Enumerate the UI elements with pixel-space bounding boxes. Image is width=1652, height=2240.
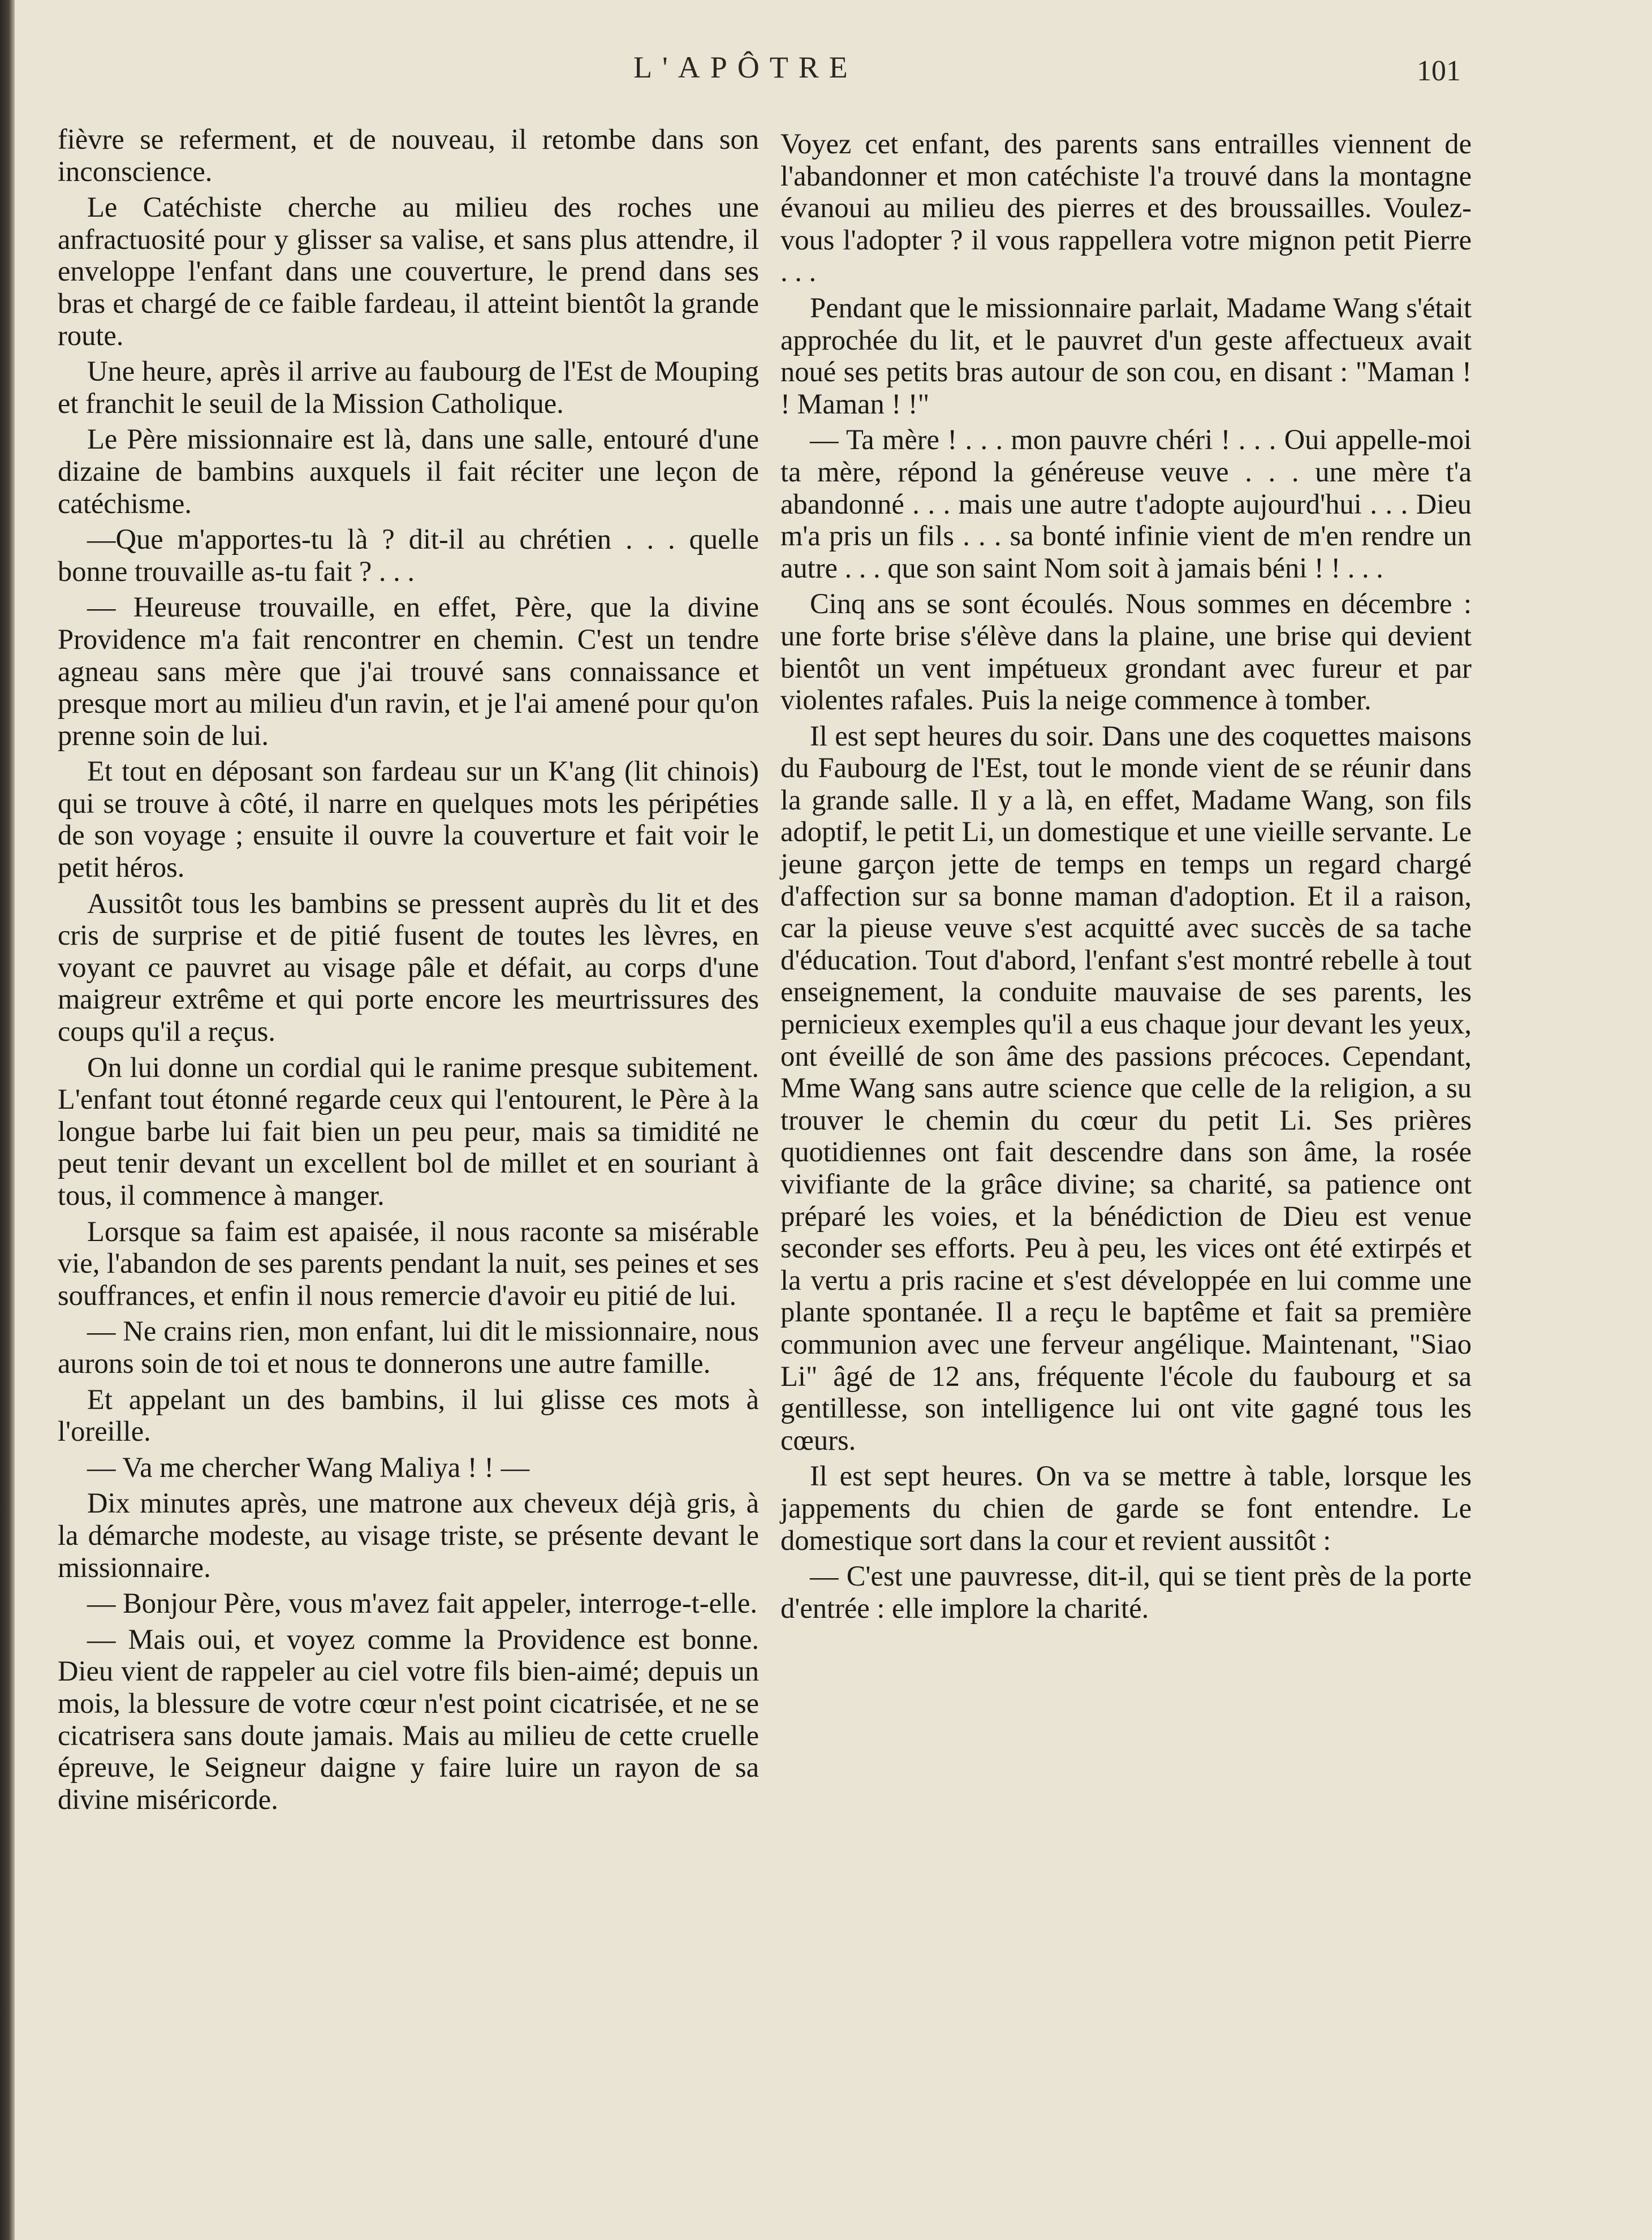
paragraph: Pendant que le missionnaire parlait, Madame Wang s'était approchée du lit, et le pauvret d'un geste affectueux avait noué ses petits bras autour de son cou, en disant : "Maman ! ! Maman ! !"	[780, 291, 1472, 420]
paragraph: On lui donne un cordial qui le ranime presque subitement. L'enfant tout étonné regarde ceux qui l'entourent, le Père à la longue barbe lui fait bien un peu peur, mais sa timidité ne peut tenir devant un excellent bol de millet et en souriant à tous, il commence à manger.	[58, 1051, 759, 1211]
paragraph: — Heureuse trouvaille, en effet, Père, que la divine Providence m'a fait rencontrer en chemin. C'est un tendre agneau sans mère que j'ai trouvé sans connaissance et presque mort au milieu d'un ravin, et je l'ai amené pour qu'on prenne soin de lui.	[58, 591, 759, 751]
page-number: 101	[1417, 55, 1461, 87]
paragraph: — Ne crains rien, mon enfant, lui dit le missionnaire, nous aurons soin de toi et nous te donnerons une autre famille.	[58, 1315, 759, 1379]
paragraph: —Que m'apportes-tu là ? dit-il au chrétien . . . quelle bonne trouvaille as-tu fait ? . . .	[58, 523, 759, 587]
binding-gutter	[0, 0, 15, 2240]
paragraph: Aussitôt tous les bambins se pressent auprès du lit et des cris de surprise et de pitié fusent de toutes les lèvres, en voyant ce pauvret au visage pâle et défait, au corps d'une maigreur extrême et qui porte encore les meurtrissures des coups qu'il a reçus.	[58, 887, 759, 1048]
paragraph: Et tout en déposant son fardeau sur un K'ang (lit chinois) qui se trouve à côté, il narre en quelques mots les péripéties de son voyage ; ensuite il ouvre la couverture et fait voir le petit héros.	[58, 755, 759, 884]
paragraph: — Ta mère ! . . . mon pauvre chéri ! . . . Oui appelle-moi ta mère, répond la généreuse veuve . . . une mère t'a abandonné . . . mais une autre t'adopte aujourd'hui . . . Dieu m'a pris un fils . . . sa bonté infinie vient de m'en rendre un autre . . . que son saint Nom soit à jamais béni ! ! . . .	[780, 424, 1472, 584]
left-column	[58, 123, 759, 1819]
paragraph: Et appelant un des bambins, il lui glisse ces mots à l'oreille.	[58, 1383, 759, 1448]
paragraph: fièvre se referment, et de nouveau, il retombe dans son inconscience.	[58, 123, 759, 187]
right-column	[780, 128, 1472, 1628]
paragraph: Il est sept heures du soir. Dans une des coquettes maisons du Faubourg de l'Est, tout le monde vient de se réunir dans la grande salle. Il y a là, en effet, Madame Wang, son fils adoptif, le petit Li, un domestique et une vieille servante. Le jeune garçon jette de temps en temps un regard chargé d'affection sur sa bonne maman d'adoption. Et il a raison, car la pieuse veuve s'est acquitté avec succès de sa tache d'éducation. Tout d'abord, l'enfant s'est montré rebelle à tout enseignement, la conduite mauvaise de ses parents, les pernicieux exemples qu'il a eus chaque jour devant les yeux, ont éveillé de son âme des passions précoces. Cependant, Mme Wang sans autre science que celle de la religion, a su trouver le chemin du cœur du petit Li. Ses prières quotidiennes ont fait descendre dans son âme, la rosée vivifiante de la grâce divine; sa charité, sa patience ont préparé les voies, et la bénédiction de Dieu est venue seconder ses efforts. Peu à peu, les vices ont été extirpés et la vertu a pris racine et s'est développée en lui comme une plante spontanée. Il a reçu le baptême et fait sa première communion avec une ferveur angélique. Maintenant, "Siao Li" âgé de 12 ans, fréquente l'école du faubourg et sa gentillesse, son intelligence lui ont vite gagné tous les cœurs.	[780, 720, 1472, 1456]
paragraph: — Mais oui, et voyez comme la Providence est bonne. Dieu vient de rappeler au ciel votre fils bien-aimé; depuis un mois, la blessure de votre cœur n'est point cicatrisée, et ne se cicatrisera sans doute jamais. Mais au milieu de cette cruelle épreuve, le Seigneur daigne y faire luire un rayon de sa divine miséricorde.	[58, 1623, 759, 1815]
paragraph: Le Catéchiste cherche au milieu des roches une anfractuosité pour y glisser sa valise, et sans plus attendre, il enveloppe l'enfant dans une couverture, le prend dans ses bras et chargé de ce faible fardeau, il atteint bientôt la grande route.	[58, 191, 759, 351]
paragraph: Une heure, après il arrive au faubourg de l'Est de Mouping et franchit le seuil de la Mission Catholique.	[58, 355, 759, 419]
paragraph: Lorsque sa faim est apaisée, il nous raconte sa misérable vie, l'abandon de ses parents pendant la nuit, ses peines et ses souffrances, et enfin il nous remercie d'avoir eu pitié de lui.	[58, 1215, 759, 1311]
paragraph: — C'est une pauvresse, dit-il, qui se tient près de la porte d'entrée : elle implore la charité.	[780, 1560, 1472, 1624]
paragraph: Voyez cet enfant, des parents sans entrailles viennent de l'abandonner et mon catéchiste l'a trouvé dans la montagne évanoui au milieu des pierres et des broussailles. Voulez-vous l'adopter ? il vous rappellera votre mignon petit Pierre . . .	[780, 128, 1472, 288]
paragraph: Il est sept heures. On va se mettre à table, lorsque les jappements du chien de garde se font entendre. Le domestique sort dans la cour et revient aussitôt :	[780, 1460, 1472, 1556]
running-title: L'APÔTRE	[633, 50, 858, 84]
paragraph: Dix minutes après, une matrone aux cheveux déjà gris, à la démarche modeste, au visage triste, se présente devant le missionnaire.	[58, 1487, 759, 1583]
paragraph: — Va me chercher Wang Maliya ! ! —	[87, 1451, 530, 1483]
paragraph: Cinq ans se sont écoulés. Nous sommes en décembre : une forte brise s'élève dans la plaine, une brise qui devient bientôt un vent impétueux grondant avec fureur et par violentes rafales. Puis la neige commence à tomber.	[780, 588, 1472, 716]
paragraph: Le Père missionnaire est là, dans une salle, entouré d'une dizaine de bambins auxquels il fait réciter une leçon de catéchisme.	[58, 423, 759, 519]
paragraph: — Bonjour Père, vous m'avez fait appeler, interroge-t-elle.	[87, 1587, 757, 1619]
